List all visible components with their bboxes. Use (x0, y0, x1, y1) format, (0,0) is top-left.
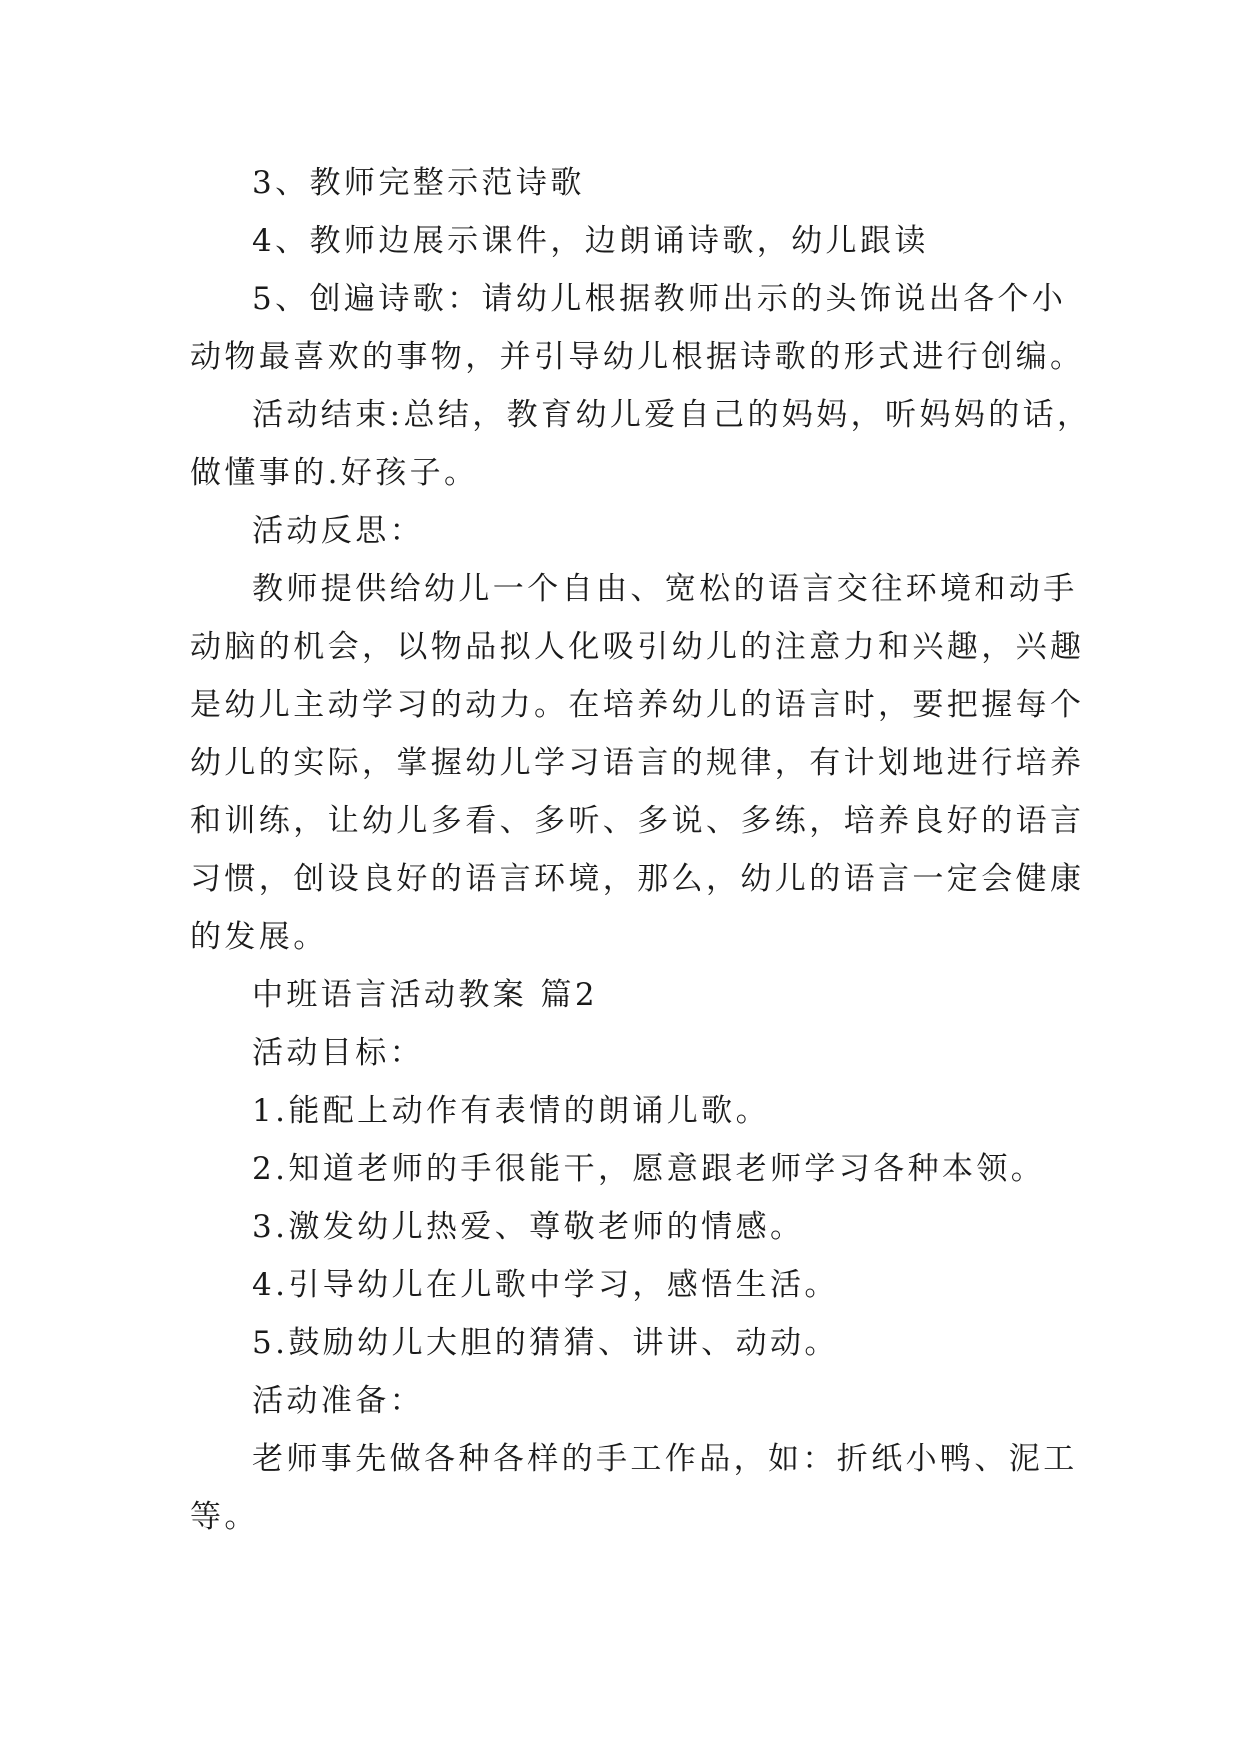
text-line: 和训练，让幼儿多看、多听、多说、多练，培养良好的语言 (190, 803, 1085, 839)
text-line: 4、教师边展示课件，边朗诵诗歌，幼儿跟读 (252, 223, 929, 259)
text-line: 等。 (190, 1499, 259, 1535)
text-line: 4.引导幼儿在儿歌中学习，感悟生活。 (252, 1267, 839, 1303)
text-line: 教师提供给幼儿一个自由、宽松的语言交往环境和动手 (252, 571, 1078, 607)
text-line: 1.能配上动作有表情的朗诵儿歌。 (252, 1093, 770, 1129)
text-line: 5.鼓励幼儿大胆的猜猜、讲讲、动动。 (252, 1325, 839, 1361)
text-line: 动脑的机会，以物品拟人化吸引幼儿的注意力和兴趣，兴趣 (190, 629, 1085, 665)
text-line: 幼儿的实际，掌握幼儿学习语言的规律，有计划地进行培养 (190, 745, 1085, 781)
text-line: 活动目标： (252, 1035, 424, 1071)
text-line: 活动结束:总结，教育幼儿爱自己的妈妈，听妈妈的话， (252, 397, 1092, 433)
text-line: 习惯，创设良好的语言环境，那么，幼儿的语言一定会健康 (190, 861, 1085, 897)
text-line: 2.知道老师的手很能干，愿意跟老师学习各种本领。 (252, 1151, 1046, 1187)
text-line: 活动反思： (252, 513, 424, 549)
text-line: 动物最喜欢的事物，并引导幼儿根据诗歌的形式进行创编。 (190, 339, 1085, 375)
text-line: 的发展。 (190, 919, 328, 955)
text-line: 活动准备： (252, 1383, 424, 1419)
text-line: 5、创遍诗歌：请幼儿根据教师出示的头饰说出各个小 (252, 281, 1067, 317)
text-line: 做懂事的.好孩子。 (190, 455, 479, 491)
section-heading: 中班语言活动教案 篇2 (252, 977, 598, 1013)
text-line: 老师事先做各种各样的手工作品，如：折纸小鸭、泥工 (252, 1441, 1078, 1477)
text-line: 3.激发幼儿热爱、尊敬老师的情感。 (252, 1209, 805, 1245)
text-line: 是幼儿主动学习的动力。在培养幼儿的语言时，要把握每个 (190, 687, 1085, 723)
text-line: 3、教师完整示范诗歌 (252, 165, 585, 201)
